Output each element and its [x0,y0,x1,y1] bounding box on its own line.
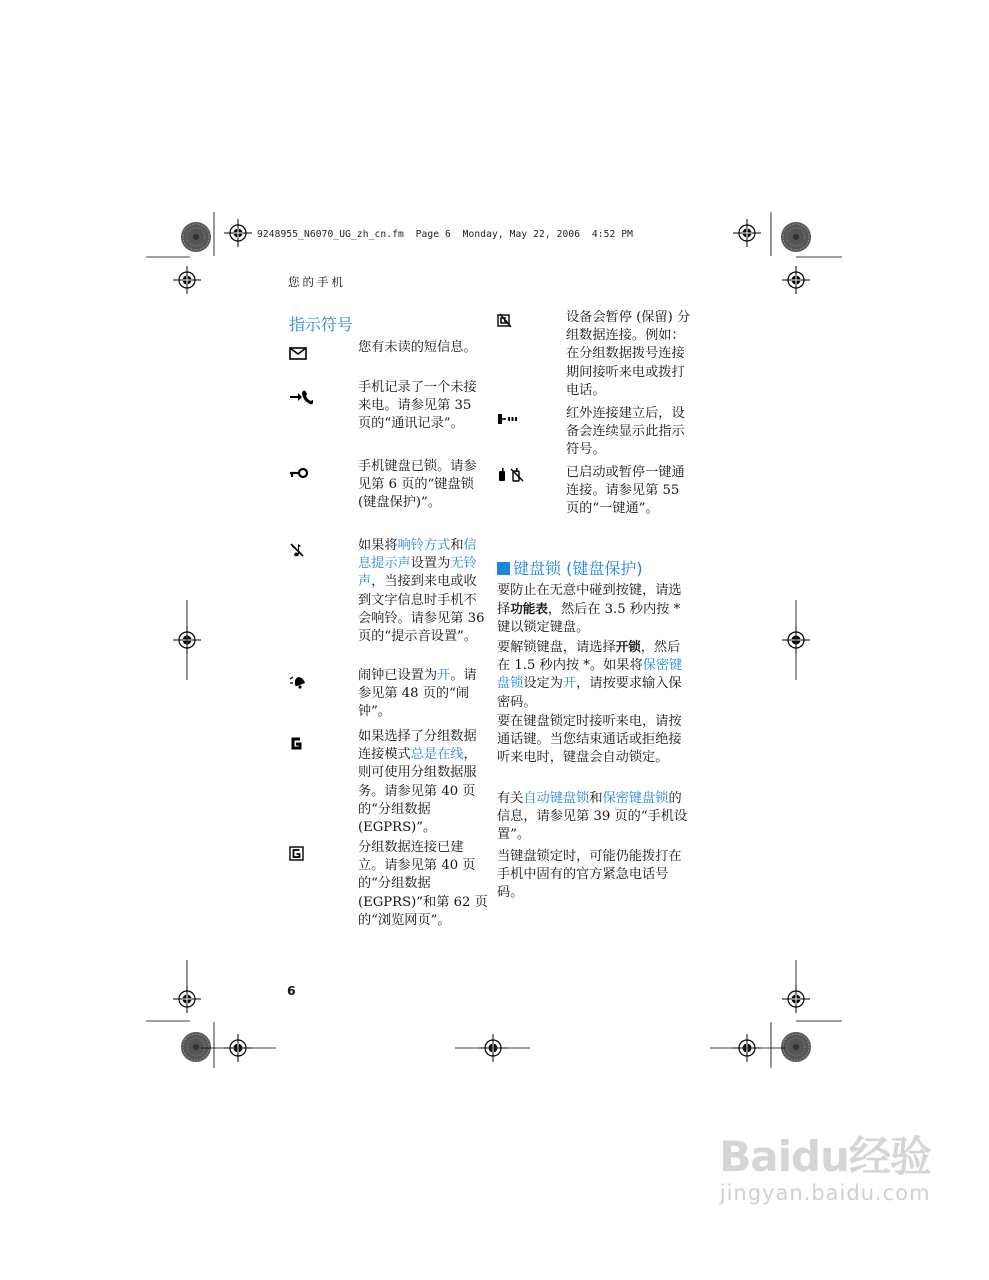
missed-call-icon [289,389,315,405]
paragraph [497,638,693,712]
watermark [719,1133,931,1205]
setting-link[interactable]: 无铃声 [358,556,477,590]
text-run: 有关 [497,791,524,806]
square-bullet-icon [497,562,510,575]
setting-link[interactable]: 开 [562,676,577,692]
text-run: 如果将 [358,538,398,553]
text-run: ，当接到来电或收到文字信息时手机不会响铃。请参见第 36 页的“提示音设置”。 [358,574,485,645]
text-run: ，然后在 3.5 秒内按 * 键以锁定键盘。 [497,602,681,636]
text-run: 闹钟已设置为 [358,668,438,683]
text-run: 要解锁键盘，请选择 [497,640,616,655]
text-run: 红外连接建立后，设备会连续显示此指示符号。 [566,406,685,458]
text-run: 当键盘锁定时，可能仍能拨打在手机中固有的官方紧急电话号码。 [497,849,682,901]
text-run: ，则可使用分组数据服务。请参见第 40 页的“分组数据 (EGPRS)”。 [358,747,477,836]
text-run: 如果选择了分组数据连接模式 [358,729,477,763]
text-run: 的信息，请参见第 39 页的“手机设置”。 [497,791,688,843]
indicator-text [566,464,696,519]
text-run: 和 [589,791,603,806]
paragraph [497,790,693,845]
indicator-text [358,339,488,357]
menu-term: 功能表 [510,601,548,617]
setting-link[interactable]: 信息提示声 [358,538,477,572]
keyguard-heading [497,556,643,579]
text-run: ，然后在 1.5 秒内按 *。如果将 [497,640,681,674]
text-run: 您有未读的短信息。 [358,340,477,355]
text-run: 设定为 [523,676,563,692]
key-icon [289,464,315,480]
indicator-text [358,839,488,930]
gprs-g-icon [289,736,315,752]
setting-link[interactable]: 自动键盘锁 [523,791,590,806]
gprs-suspended-icon [497,313,523,329]
watermark-logo: Baidu经验 [719,1132,931,1181]
text-run: 手机键盘已锁。请参见第 6 页的“键盘锁 (键盘保护)”。 [358,459,477,511]
indicator-text [358,379,488,434]
alarm-icon [289,673,315,689]
indicator-text [358,728,488,837]
text-run: 。请参见第 48 页的“闹钟”。 [358,668,477,720]
setting-link[interactable]: 保密键盘锁 [497,658,683,692]
push-to-talk-icon [497,467,523,483]
running-header: 您的手机 [288,275,346,289]
setting-link[interactable]: 开 [437,668,451,683]
keyguard-heading-text: 键盘锁 (键盘保护) [513,559,643,578]
indicators-heading: 指示符号 [289,315,354,334]
setting-link[interactable]: 响铃方式 [397,538,451,553]
indicator-text [566,309,696,400]
file-info-line: 9248955_N6070_UG_zh_cn.fm Page 6 Monday, May 22, 2006 4:52 PM [257,229,634,240]
text-run: 要防止在无意中碰到按键，请选择 [497,583,682,618]
text-run: 手机记录了一个未接来电。请参见第 35 页的“通讯记录”。 [358,380,477,432]
text-run: 分组数据连接已建立。请参见第 40 页的“分组数据 (EGPRS)”和第 62 页的“浏览网页”。 [358,840,488,928]
paragraph [497,582,693,638]
indicator-text [358,537,488,646]
text-run: 要在键盘锁定时接听来电，请按通话键。当您结束通话或拒绝接听来电时，键盘会自动锁定。 [497,714,682,766]
setting-link[interactable]: 总是在线 [410,747,464,763]
setting-link[interactable]: 保密键盘锁 [602,791,669,806]
paragraph [497,713,693,768]
gprs-g-box-icon [289,846,315,862]
menu-term: 开锁 [615,639,641,654]
text-run: ，请按要求输入保密码。 [497,676,682,710]
text-run: 和 [450,538,464,553]
text-run: 已启动或暂停一键通连接。请参见第 55 页的“一键通”。 [566,465,685,517]
watermark-url: jingyan.baidu.com [719,1181,931,1205]
text-run: 设备会暂停 (保留) 分组数据连接。例如：在分组数据拨号连接期间接听来电或拨打电话。 [566,310,691,398]
indicator-text [358,667,488,722]
paragraph [497,848,693,903]
page-number: 6 [287,983,296,998]
infrared-icon [497,410,523,426]
silent-icon [289,542,315,558]
text-run: 设置为 [410,556,451,572]
indicator-text [358,458,488,513]
envelope-icon [289,345,315,361]
indicator-text [566,405,696,460]
